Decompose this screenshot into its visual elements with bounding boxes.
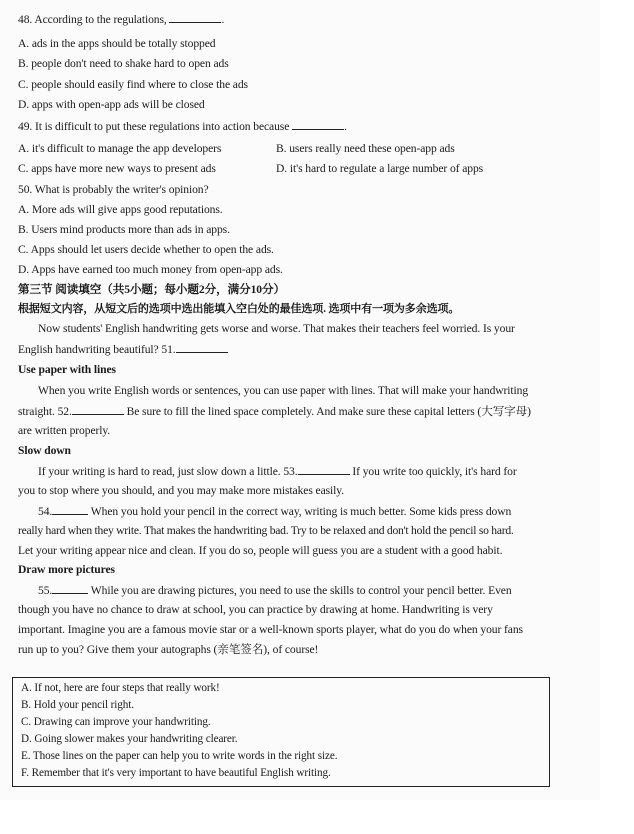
q50-option-c: C. Apps should let users decide whether to open the ads. — [18, 243, 274, 256]
q48-option-a: A. ads in the apps should be totally stopped — [18, 37, 216, 50]
q48-option-d: D. apps with open-app ads will be closed — [18, 98, 205, 111]
para4-line3: important. Imagine you are a famous movie star or a well-known sports player, what do you do when your fans — [18, 623, 523, 636]
option-f: F. Remember that it's very important to have beautiful English writing. — [21, 767, 331, 779]
q50-option-a: A. More ads will give apps good reputations. — [18, 203, 223, 216]
option-e: E. Those lines on the paper can help you to write words in the right size. — [21, 750, 338, 762]
q49-option-d: D. it's hard to regulate a large number of apps — [276, 162, 484, 175]
q50-option-d: D. Apps have earned too much money from open-app ads. — [18, 263, 283, 276]
passage-intro-line1: Now students' English handwriting gets worse and worse. That makes their teachers feel worried. Is your — [38, 322, 515, 335]
subheading-slow-down: Slow down — [18, 444, 71, 457]
q48-stem: 48. According to the regulations, . — [18, 13, 225, 26]
option-b: B. Hold your pencil right. — [21, 699, 134, 711]
para2-line1: If your writing is hard to read, just slow down a little. 53. If you write too quickly, it's hard for — [38, 465, 517, 478]
q49-stem: 49. It is difficult to put these regulations into action because . — [18, 120, 347, 133]
blank-51 — [176, 342, 228, 353]
option-a: A. If not, here are four steps that really work! — [21, 682, 220, 694]
section-instruction: 根据短文内容，从短文后的选项中选出能填入空白处的最佳选项. 选项中有一项为多余选项。 — [18, 303, 460, 315]
para4-line2: though you have no chance to draw at school, you can practice by drawing at home. Handwriting is very — [18, 603, 493, 616]
q49-option-c: C. apps have more new ways to present ads — [18, 162, 216, 175]
para4-line4: run up to you? Give them your autographs (亲笔签名), of course! — [18, 643, 319, 656]
q50-option-b: B. Users mind products more than ads in apps. — [18, 223, 230, 236]
q48-option-c: C. people should easily find where to close the ads — [18, 78, 248, 91]
q50-stem: 50. What is probably the writer's opinion? — [18, 183, 209, 196]
q48-option-b: B. people don't need to shake hard to open ads — [18, 57, 229, 70]
para2-line2: you to stop where you should, and you may make more mistakes easily. — [18, 484, 345, 497]
subheading-draw-pictures: Draw more pictures — [18, 563, 115, 576]
blank-54 — [52, 504, 88, 515]
blank-55 — [52, 583, 88, 594]
para4-line1: 55. While you are drawing pictures, you need to use the skills to control your pencil better. Even — [38, 584, 512, 597]
section-heading: 第三节 阅读填空（共5小题；每小题2分，满分10分） — [18, 283, 285, 296]
blank-52 — [72, 404, 124, 415]
passage-intro-line2: English handwriting beautiful? 51. — [18, 342, 228, 357]
para3-line2: really hard when they write. That makes the handwriting bad. Try to be relaxed and don't hold the pencil so hard. — [18, 524, 514, 537]
q49-options-cd — [18, 162, 484, 176]
option-c: C. Drawing can improve your handwriting. — [21, 716, 211, 728]
options-box — [12, 677, 550, 787]
para1-line1: When you write English words or sentences, you can use paper with lines. That will make your handwriting — [38, 384, 529, 397]
answer-blank — [292, 119, 344, 130]
q49-option-b: B. users really need these open-app ads — [276, 142, 455, 155]
q49-options-ab — [18, 142, 455, 156]
blank-53 — [298, 464, 350, 475]
para1-line3: are written properly. — [18, 424, 111, 437]
option-d: D. Going slower makes your handwriting clearer. — [21, 733, 238, 745]
para3-line1: 54. When you hold your pencil in the correct way, writing is much better. Some kids press down — [38, 505, 512, 518]
para3-line3: Let your writing appear nice and clean. If you do so, people will guess you are a student with a good habit. — [18, 544, 503, 557]
subheading-use-paper: Use paper with lines — [18, 363, 116, 376]
para1-line2: straight. 52. Be sure to fill the lined space completely. And make sure these capital letters (大写字母) — [18, 405, 531, 418]
q49-option-a: A. it's difficult to manage the app developers — [18, 142, 222, 155]
answer-blank — [169, 12, 221, 23]
